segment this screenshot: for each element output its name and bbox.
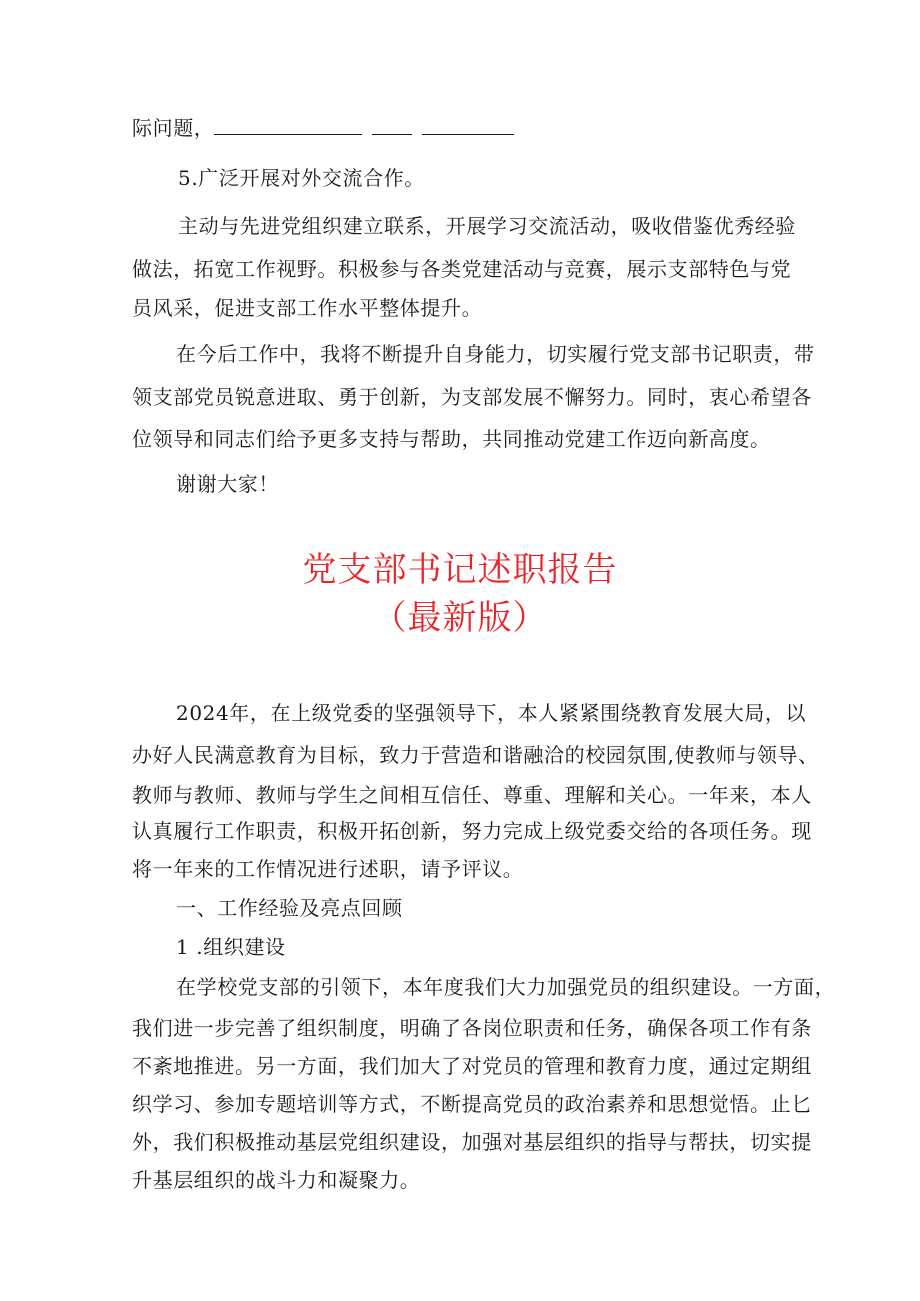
item-5-line: 主动与先进党组织建立联系，开展学习交流活动，吸收借鉴优秀经验 [178, 214, 796, 238]
section-heading: 一、工作经验及亮点回顾 [176, 896, 403, 920]
intro-line: 教师与教师、教师与学生之间相互信任、尊重、理解和关心。一年来，本人 [132, 783, 812, 807]
intro-line: 2024年，在上级党委的坚强领导下，本人紧紧围绕教育发展大局，以 [176, 701, 807, 725]
org-line: 我们进一步完善了组织制度，明确了各岗位职责和任务，确保各项工作有条 [132, 1016, 812, 1040]
intro-line: 办好人民满意教育为目标，致力于营造和谐融洽的校园氛围,使教师与领导、 [132, 743, 819, 767]
intro-line: 认真履行工作职责，积极开拓创新，努力完成上级党委交给的各项任务。现 [132, 819, 812, 843]
item-5-line: 做法，拓宽工作视野。积极参与各类党建活动与竞赛，展示支部特色与党 [132, 257, 792, 281]
fill-in-blank [214, 120, 362, 135]
fragment-text: 际问题， [132, 116, 215, 140]
item-5-line: 员风采，促进支部工作水平整体提升。 [132, 296, 483, 320]
org-line: 升基层组织的战斗力和凝聚力。 [132, 1168, 421, 1192]
closing-line: 位领导和同志们给予更多支持与帮助，共同推动党建工作迈向新高度。 [132, 427, 771, 451]
closing-line: 在今后工作中，我将不断提升自身能力，切实履行党支部书记职责，带 [176, 342, 815, 366]
org-line: 外，我们积极推动基层党组织建设，加强对基层组织的指导与帮扶，切实提 [132, 1130, 812, 1154]
thanks-line: 谢谢大家！ [176, 472, 279, 496]
fill-in-blank [372, 120, 412, 135]
intro-line: 将一年来的工作情况进行述职，请予评议。 [132, 857, 524, 881]
closing-line: 领支部党员锐意进取、勇于创新，为支部发展不懈努力。同时，衷心希望各 [132, 385, 812, 409]
fragment-line [132, 116, 524, 140]
item-5-heading: 5.广泛开展对外交流合作。 [178, 166, 425, 190]
report-title: 党支部书记述职报告 [302, 550, 618, 590]
org-line: 不紊地推进。另一方面，我们加大了对党员的管理和教育力度，通过定期组 [132, 1054, 812, 1078]
report-subtitle: （最新版） [372, 598, 548, 638]
org-line: 织学习、参加专题培训等方式，不断提高党员的政治素养和思想觉悟。止匕 [132, 1092, 812, 1116]
subsection-heading: 1 .组织建设 [176, 935, 286, 959]
org-line: 在学校党支部的引领下，本年度我们大力加强党员的组织建设。一方面， [176, 975, 836, 999]
fill-in-blank [422, 120, 514, 135]
